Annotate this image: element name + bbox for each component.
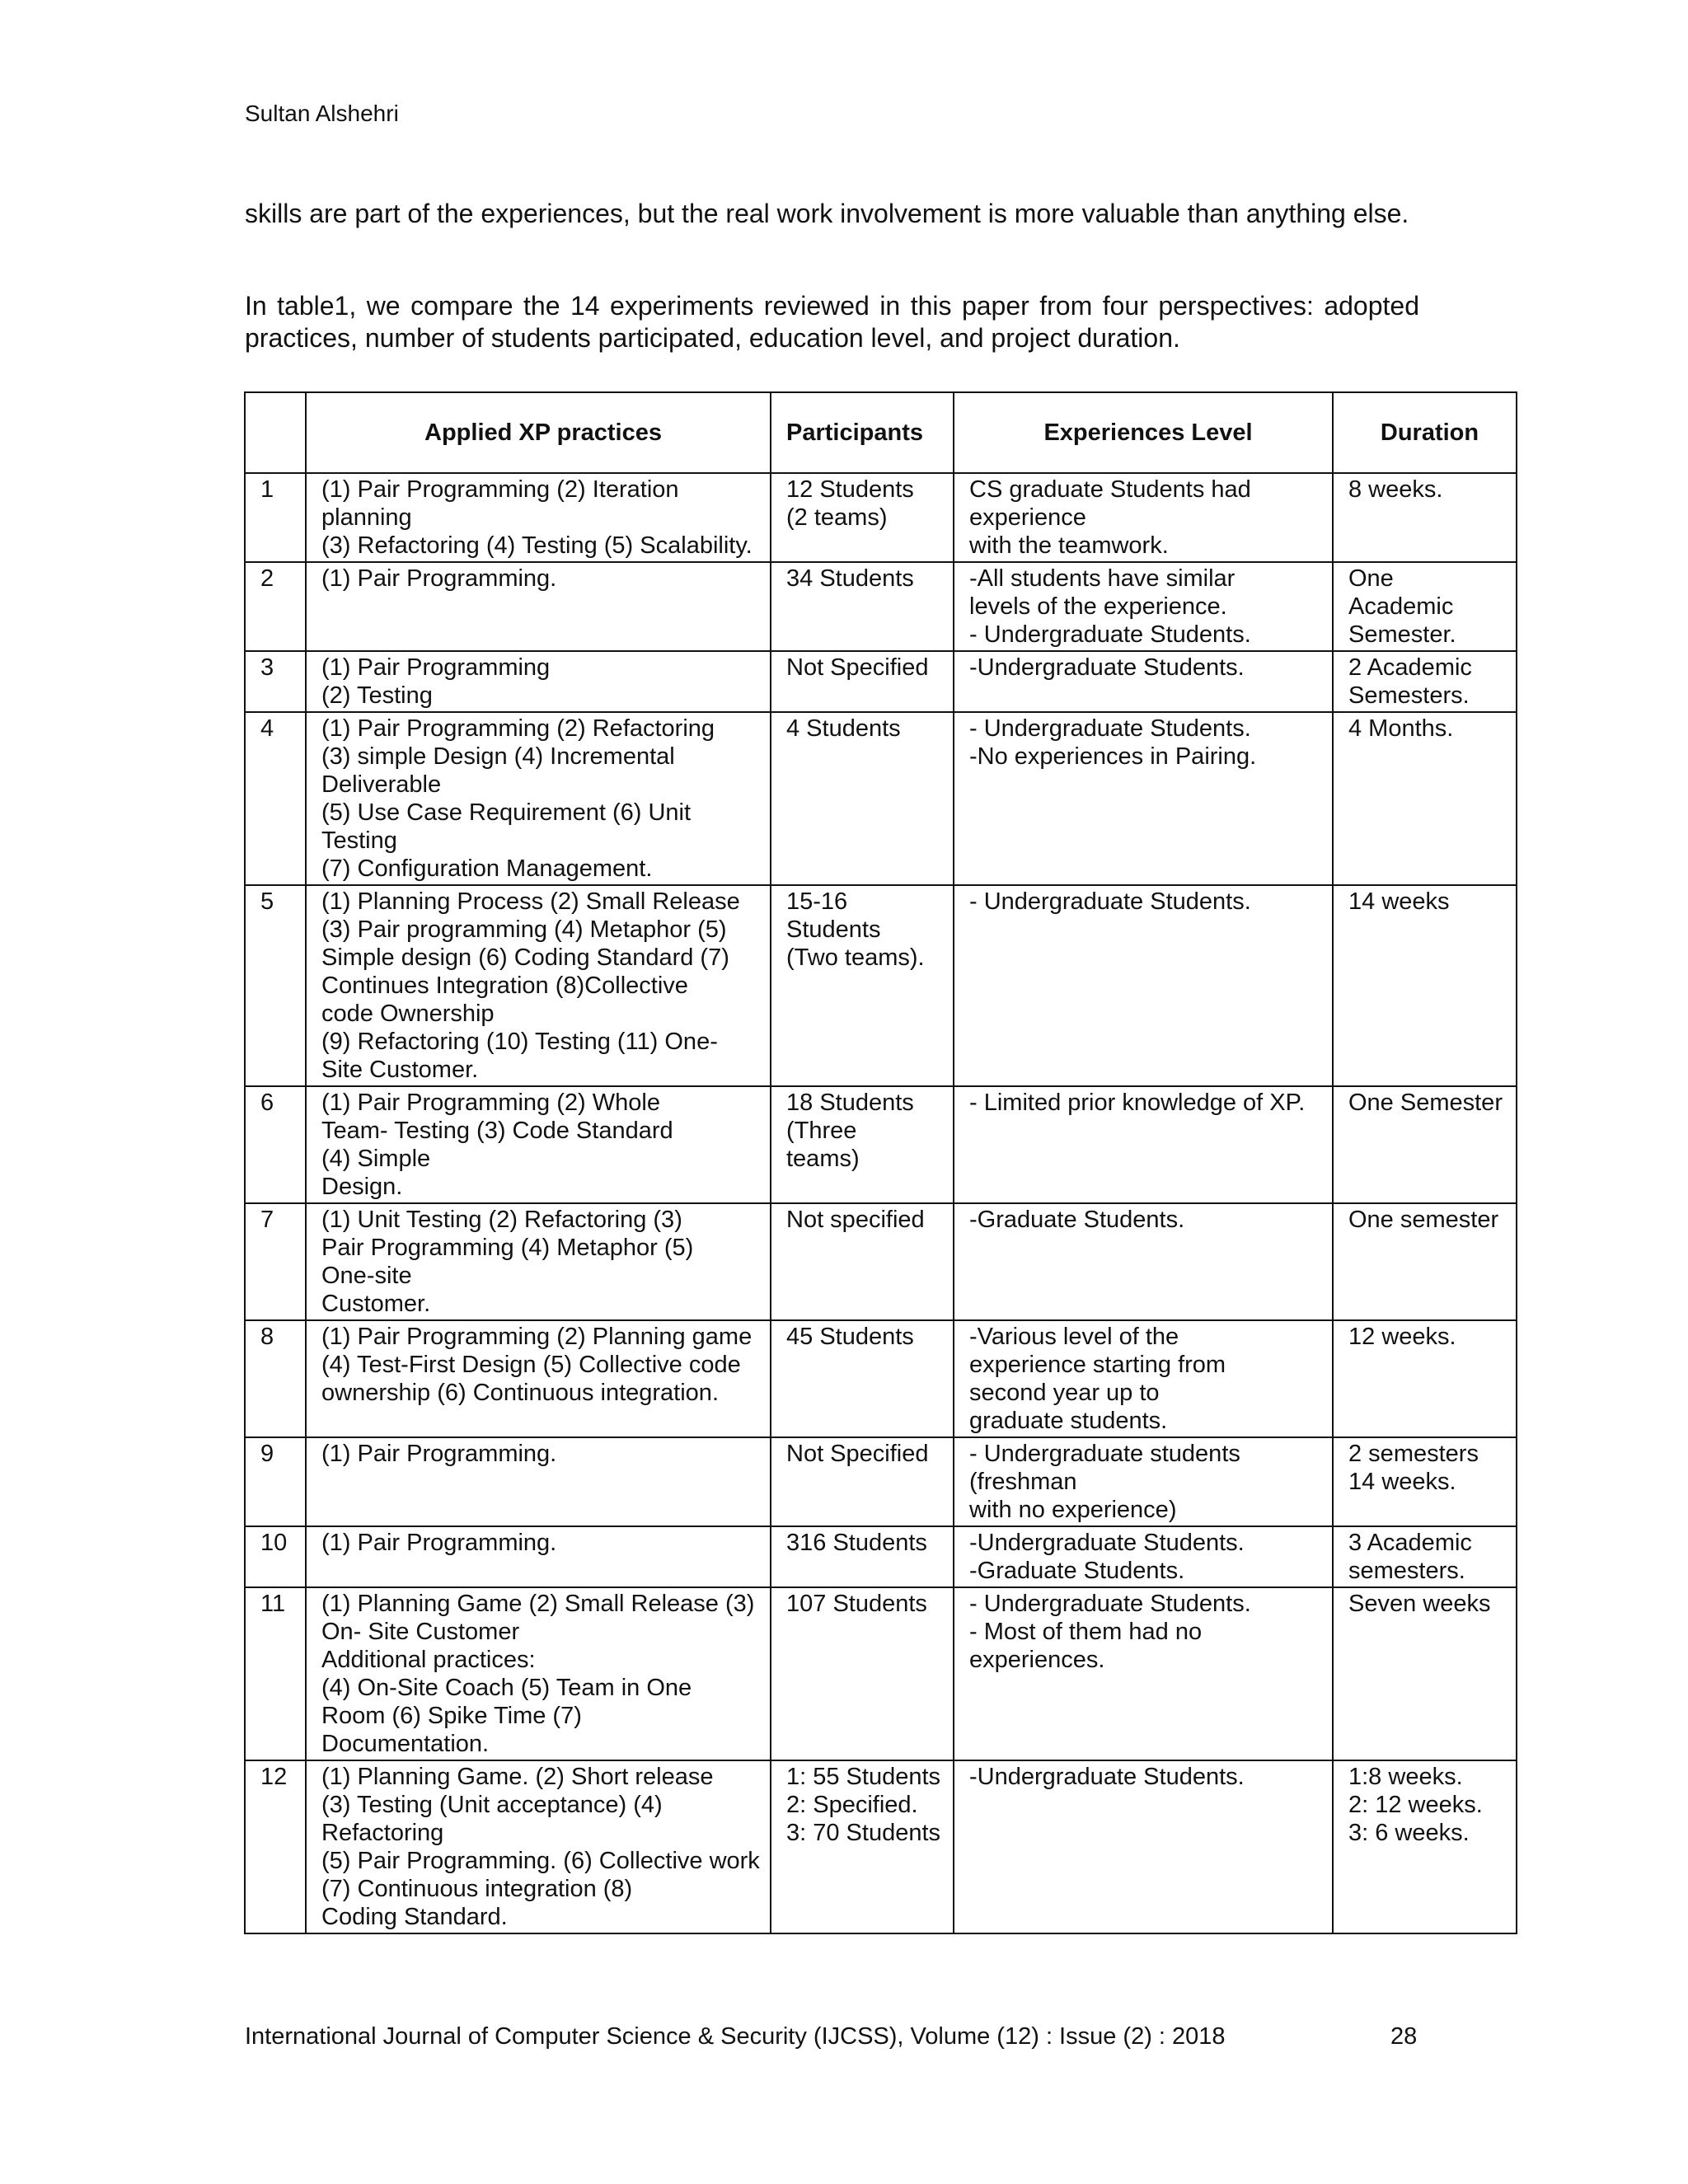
table-row: [245, 1203, 1517, 1320]
row-number: 5: [260, 888, 274, 915]
row-duration: 1:8 weeks. 2: 12 weeks. 3: 6 weeks.: [1348, 1764, 1483, 1846]
row-number: 12: [260, 1764, 288, 1790]
row-participants: 12 Students (2 teams): [786, 476, 914, 531]
row-number: 3: [260, 654, 274, 681]
row-practices: (1) Pair Programming (2) Testing: [321, 654, 551, 709]
row-number: 9: [260, 1441, 274, 1467]
row-number: 10: [260, 1530, 288, 1556]
table-row: [245, 562, 1517, 651]
row-participants: 34 Students: [786, 565, 914, 592]
row-practices: (1) Planning Game. (2) Short release (3) Testing (Unit acceptance) (4) Refactoring (5) Pair Programming. (6) Collective work (7) Continuous integration (8) Coding Standard.: [321, 1764, 760, 1930]
row-participants: 1: 55 Students 2: Specified. 3: 70 Students: [786, 1764, 941, 1846]
table-header-row: [245, 392, 1517, 473]
row-experience-level: -Undergraduate Students.: [969, 1764, 1245, 1790]
row-experience-level: -Graduate Students.: [969, 1207, 1185, 1233]
row-number: 6: [260, 1090, 274, 1116]
row-practices: (1) Planning Game (2) Small Release (3) On- Site Customer Additional practices: (4) On-Site Coach (5) Team in One Room (6) Spike Time (7) Documentation.: [321, 1591, 755, 1757]
row-participants: Not Specified: [786, 1441, 929, 1467]
table-row: [245, 1760, 1517, 1933]
table-row: [245, 651, 1517, 712]
row-number: 2: [260, 565, 274, 592]
body-paragraph-2: In table1, we compare the 14 experiments reviewed in this paper from four perspectives: adopted practices, number of students participated, education level, and project duration.: [245, 291, 1419, 353]
header-experience-level: Experiences Level: [954, 392, 1333, 473]
row-participants: 4 Students: [786, 715, 901, 742]
row-experience-level: - Undergraduate Students.: [969, 888, 1251, 915]
row-duration: 3 Academic semesters.: [1348, 1530, 1472, 1584]
row-experience-level: -Undergraduate Students.: [969, 654, 1245, 681]
row-participants: Not Specified: [786, 654, 929, 681]
header-participants: Participants: [771, 392, 954, 473]
header-duration: Duration: [1333, 392, 1517, 473]
row-participants: 18 Students (Three teams): [786, 1090, 914, 1172]
row-number: 8: [260, 1324, 274, 1350]
row-participants: 45 Students: [786, 1324, 914, 1350]
xp-comparison-table: [244, 391, 1517, 1934]
body-paragraph-1: skills are part of the experiences, but the real work involvement is more valuable than anything else.: [245, 199, 1409, 228]
row-duration: 12 weeks.: [1348, 1324, 1456, 1350]
table-row: [245, 1086, 1517, 1203]
row-duration: Seven weeks: [1348, 1591, 1491, 1617]
row-experience-level: - Limited prior knowledge of XP.: [969, 1090, 1306, 1116]
row-duration: One semester: [1348, 1207, 1499, 1233]
row-number: 11: [260, 1591, 286, 1617]
row-practices: (1) Unit Testing (2) Refactoring (3) Pair Programming (4) Metaphor (5) One-site Customer.: [321, 1207, 694, 1317]
row-participants: Not specified: [786, 1207, 925, 1233]
table-row: [245, 1587, 1517, 1760]
row-practices: (1) Pair Programming.: [321, 1441, 557, 1467]
row-duration: 2 semesters 14 weeks.: [1348, 1441, 1479, 1495]
row-experience-level: -Various level of the experience starting from second year up to graduate students.: [969, 1324, 1226, 1434]
row-practices: (1) Pair Programming (2) Refactoring (3) simple Design (4) Incremental Deliverable (5) Use Case Requirement (6) Unit Testing (7) Configuration Management.: [321, 715, 715, 882]
row-experience-level: - Undergraduate Students. - Most of them had no experiences.: [969, 1591, 1251, 1673]
running-header-author: Sultan Alshehri: [245, 101, 399, 126]
row-duration: One Semester: [1348, 1090, 1503, 1116]
row-practices: (1) Pair Programming.: [321, 565, 557, 592]
table-row: [245, 1320, 1517, 1437]
row-number: 7: [260, 1207, 274, 1233]
table-row: [245, 1526, 1517, 1587]
table-row: [245, 885, 1517, 1086]
row-duration: 14 weeks: [1348, 888, 1450, 915]
row-practices: (1) Pair Programming (2) Whole Team- Testing (3) Code Standard (4) Simple Design.: [321, 1090, 673, 1200]
header-practices: Applied XP practices: [306, 392, 771, 473]
row-experience-level: - Undergraduate Students. -No experiences in Pairing.: [969, 715, 1257, 770]
row-experience-level: CS graduate Students had experience with the teamwork.: [969, 476, 1251, 559]
row-experience-level: -Undergraduate Students. -Graduate Students.: [969, 1530, 1245, 1584]
table-row: [245, 1437, 1517, 1526]
footer-journal: International Journal of Computer Science & Security (IJCSS), Volume (12) : Issue (2) : 2018: [245, 2023, 1226, 2050]
row-duration: 2 Academic Semesters.: [1348, 654, 1472, 709]
row-participants: 107 Students: [786, 1591, 927, 1617]
row-duration: 8 weeks.: [1348, 476, 1443, 503]
row-practices: (1) Pair Programming (2) Planning game (4) Test-First Design (5) Collective code ownership (6) Continuous integration.: [321, 1324, 753, 1406]
row-duration: One Academic Semester.: [1348, 565, 1456, 648]
row-duration: 4 Months.: [1348, 715, 1454, 742]
row-practices: (1) Planning Process (2) Small Release (3) Pair programming (4) Metaphor (5) Simple design (6) Coding Standard (7) Continues Integration (8)Collective code Ownership (9) Refactoring (10) Testing (11) One- Site Customer.: [321, 888, 740, 1083]
row-participants: 316 Students: [786, 1530, 927, 1556]
row-participants: 15-16 Students (Two teams).: [786, 888, 925, 971]
row-practices: (1) Pair Programming (2) Iteration planning (3) Refactoring (4) Testing (5) Scalability.: [321, 476, 753, 559]
row-number: 1: [260, 476, 274, 503]
row-experience-level: - Undergraduate students (freshman with no experience): [969, 1441, 1240, 1523]
row-practices: (1) Pair Programming.: [321, 1530, 557, 1556]
table-row: [245, 473, 1517, 562]
page-number: 28: [1390, 2023, 1418, 2050]
row-number: 4: [260, 715, 274, 742]
header-num: [245, 392, 306, 473]
row-experience-level: -All students have similar levels of the experience. - Undergraduate Students.: [969, 565, 1251, 648]
table-row: [245, 712, 1517, 885]
